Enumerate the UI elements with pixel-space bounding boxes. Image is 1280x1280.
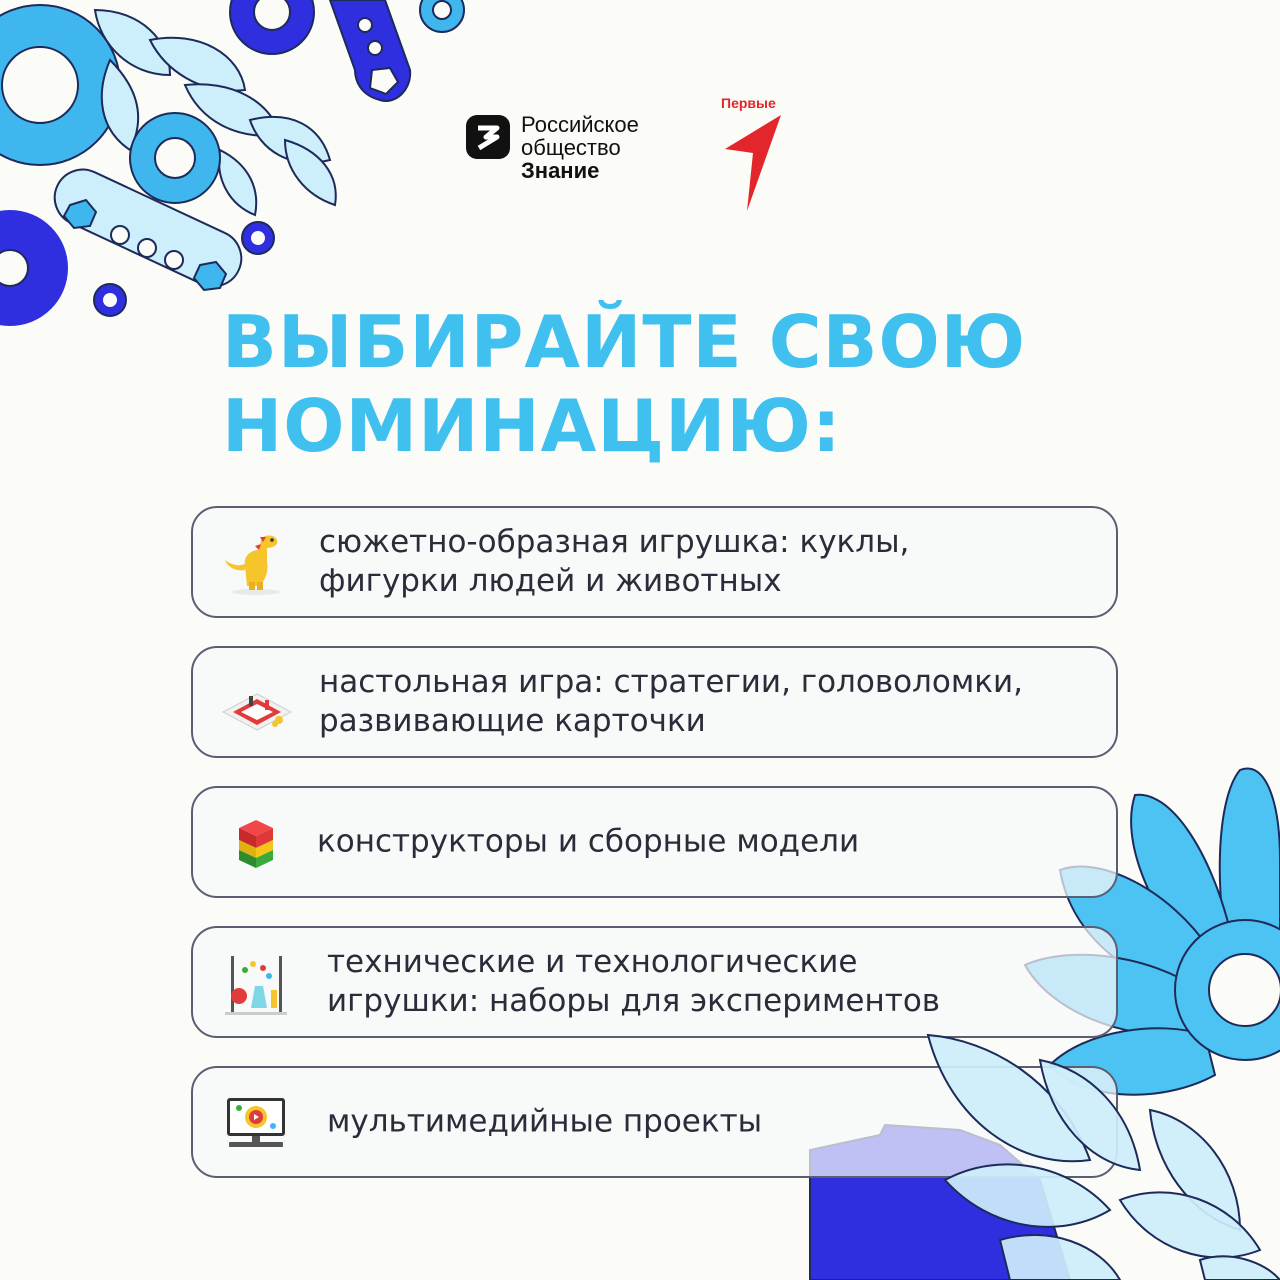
nomination-text	[327, 1103, 1092, 1142]
page-title	[222, 300, 1172, 468]
gear-icon	[230, 0, 314, 54]
gear-icon	[130, 113, 220, 203]
flower-center	[1209, 954, 1280, 1026]
nomination-line-1: настольная игра: стратегии, головоломки,	[319, 664, 1023, 700]
flower-decoration	[0, 210, 68, 326]
pervye-logo-icon	[721, 113, 791, 213]
partner-logos	[466, 95, 796, 215]
lab-kit-icon	[219, 946, 293, 1020]
nomination-line-2: развивающие карточки	[319, 703, 706, 739]
nomination-text	[319, 663, 1092, 741]
nomination-card-technical[interactable]	[191, 926, 1118, 1038]
nomination-card-board-games[interactable]	[191, 646, 1118, 758]
nomination-text	[327, 943, 1092, 1021]
znanie-line-1: Российское	[521, 112, 639, 137]
znanie-logo-text	[521, 113, 639, 182]
title-line-2: НОМИНАЦИЮ:	[222, 384, 842, 468]
nomination-line-1: мультимедийные проекты	[327, 1103, 763, 1140]
znanie-line-2: общество	[521, 135, 621, 160]
nomination-card-multimedia[interactable]	[191, 1066, 1118, 1178]
nomination-line-2: фигурки людей и животных	[319, 563, 782, 599]
nomination-text	[317, 823, 1092, 862]
title-line-1: ВЫБИРАЙТЕ СВОЮ	[222, 300, 1027, 384]
znanie-logo-icon	[466, 115, 510, 159]
znanie-line-3: Знание	[521, 158, 600, 183]
nomination-card-toys[interactable]	[191, 506, 1118, 618]
nomination-line-1: технические и технологические	[327, 944, 858, 980]
nomination-line-1: конструкторы и сборные модели	[317, 823, 860, 860]
nomination-line-1: сюжетно-образная игрушка: куклы,	[319, 524, 910, 560]
nomination-line-2: игрушки: наборы для экспериментов	[327, 983, 941, 1019]
multimedia-monitor-icon	[219, 1086, 293, 1160]
wrench-bar-decoration	[330, 0, 410, 101]
gear-icon	[420, 0, 464, 32]
board-game-icon	[219, 666, 293, 740]
nomination-text	[319, 523, 1092, 601]
nomination-card-constructors[interactable]	[191, 786, 1118, 898]
building-blocks-icon	[219, 806, 293, 880]
dinosaur-toy-icon	[219, 526, 293, 600]
pervye-logo-text: Первые	[721, 95, 776, 111]
